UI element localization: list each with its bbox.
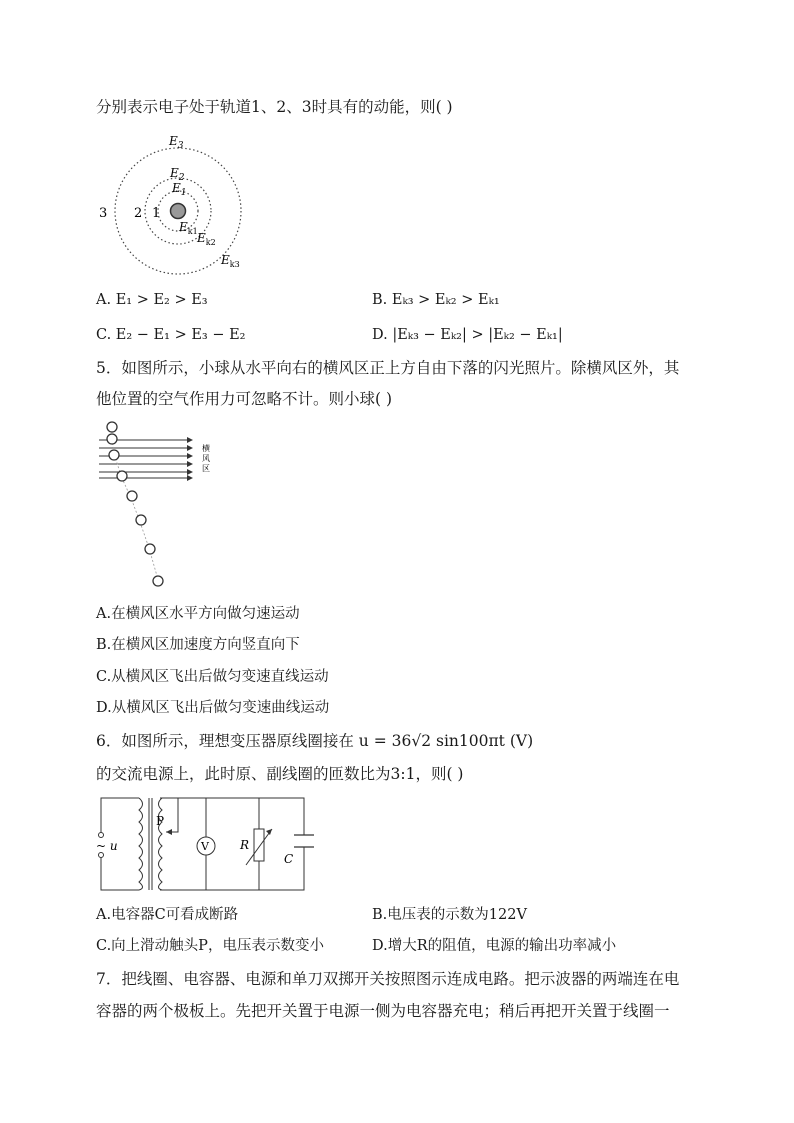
q6-stem-line2: 的交流电源上，此时原、副线圈的匝数比为3:1，则( ) <box>96 765 464 783</box>
q5-option-b: B.在横风区加速度方向竖直向下 <box>96 637 300 653</box>
ball <box>136 515 146 525</box>
q6-stem-line1: 6．如图所示，理想变压器原线圈接在 u = 36√2 sin100πt (V) <box>96 732 534 750</box>
ball <box>107 434 117 444</box>
q4-option-d: D. |Eₖ₃ − Eₖ₂| > |Eₖ₂ − Eₖ₁| <box>372 327 563 343</box>
nucleus <box>171 204 186 219</box>
q6-option-c: C.向上滑动触头P，电压表示数变小 <box>96 938 324 954</box>
ball <box>117 471 127 481</box>
q5-option-a: A.在横风区水平方向做匀速运动 <box>96 606 300 622</box>
resistor <box>254 829 264 861</box>
q7-stem-line1: 7．把线圈、电容器、电源和单刀双掷开关按照图示连成电路。把示波器的两端连在电 <box>96 970 680 988</box>
q4-option-c: C. E₂ − E₁ > E₃ − E₂ <box>96 327 246 343</box>
secondary-coil <box>159 798 163 890</box>
wind-zone-label-3: 区 <box>202 464 210 473</box>
voltmeter-label: V <box>201 840 209 853</box>
slider-p-label: P <box>156 814 165 828</box>
q5-stem-line2: 他位置的空气作用力可忽略不计。则小球( ) <box>96 390 393 408</box>
resistor-label: R <box>240 838 250 852</box>
kinetic-ek2-label: $E_{k2}$ <box>197 231 216 247</box>
q6-option-a: A.电容器C可看成断路 <box>96 907 239 923</box>
q6-option-d: D.增大R的阻值，电源的输出功率减小 <box>372 938 617 954</box>
q7-stem-line2: 容器的两个极板上。先把开关置于电源一侧为电容器充电；稍后再把开关置于线圈一 <box>96 1002 670 1020</box>
slider-contact <box>166 798 178 832</box>
ball <box>153 576 163 586</box>
ball <box>107 422 117 432</box>
orbit-1-label: 1 <box>152 206 161 221</box>
source-label: ~ u <box>96 839 118 853</box>
q5-option-c: C.从横风区飞出后做匀变速直线运动 <box>96 669 329 685</box>
primary-coil <box>139 798 143 890</box>
ball <box>127 491 137 501</box>
q5-stem-line1: 5．如图所示，小球从水平向右的横风区正上方自由下落的闪光照片。除横风区外，其 <box>96 359 680 377</box>
energy-e1-label: $E_1$ <box>172 181 187 198</box>
ball <box>145 544 155 554</box>
wind-zone-figure <box>94 418 224 588</box>
kinetic-ek3-label: $E_{k3}$ <box>221 253 240 269</box>
q4-option-b: B. Eₖ₃ > Eₖ₂ > Eₖ₁ <box>372 292 500 308</box>
ball <box>109 450 119 460</box>
q4-stem: 分别表示电子处于轨道1、2、3时具有的动能，则( ) <box>96 98 453 116</box>
kinetic-ek1-label: $E_{k1}$ <box>179 220 198 236</box>
orbit-3-label: 3 <box>99 206 108 221</box>
energy-e2-label: $E_2$ <box>170 166 185 183</box>
wind-zone-label-1: 横 <box>202 444 210 453</box>
q5-option-d: D.从横风区飞出后做匀变速曲线运动 <box>96 700 330 716</box>
wind-zone-label-2: 风 <box>202 454 210 463</box>
capacitor-label: C <box>284 852 294 866</box>
q4-option-a: A. E₁ > E₂ > E₃ <box>96 292 208 308</box>
energy-e3-label: $E_3$ <box>169 134 184 151</box>
orbit-2-label: 2 <box>134 206 143 221</box>
orbit-diagram <box>99 133 248 273</box>
transformer-circuit <box>94 795 314 895</box>
q6-option-b: B.电压表的示数为122V <box>372 907 527 923</box>
